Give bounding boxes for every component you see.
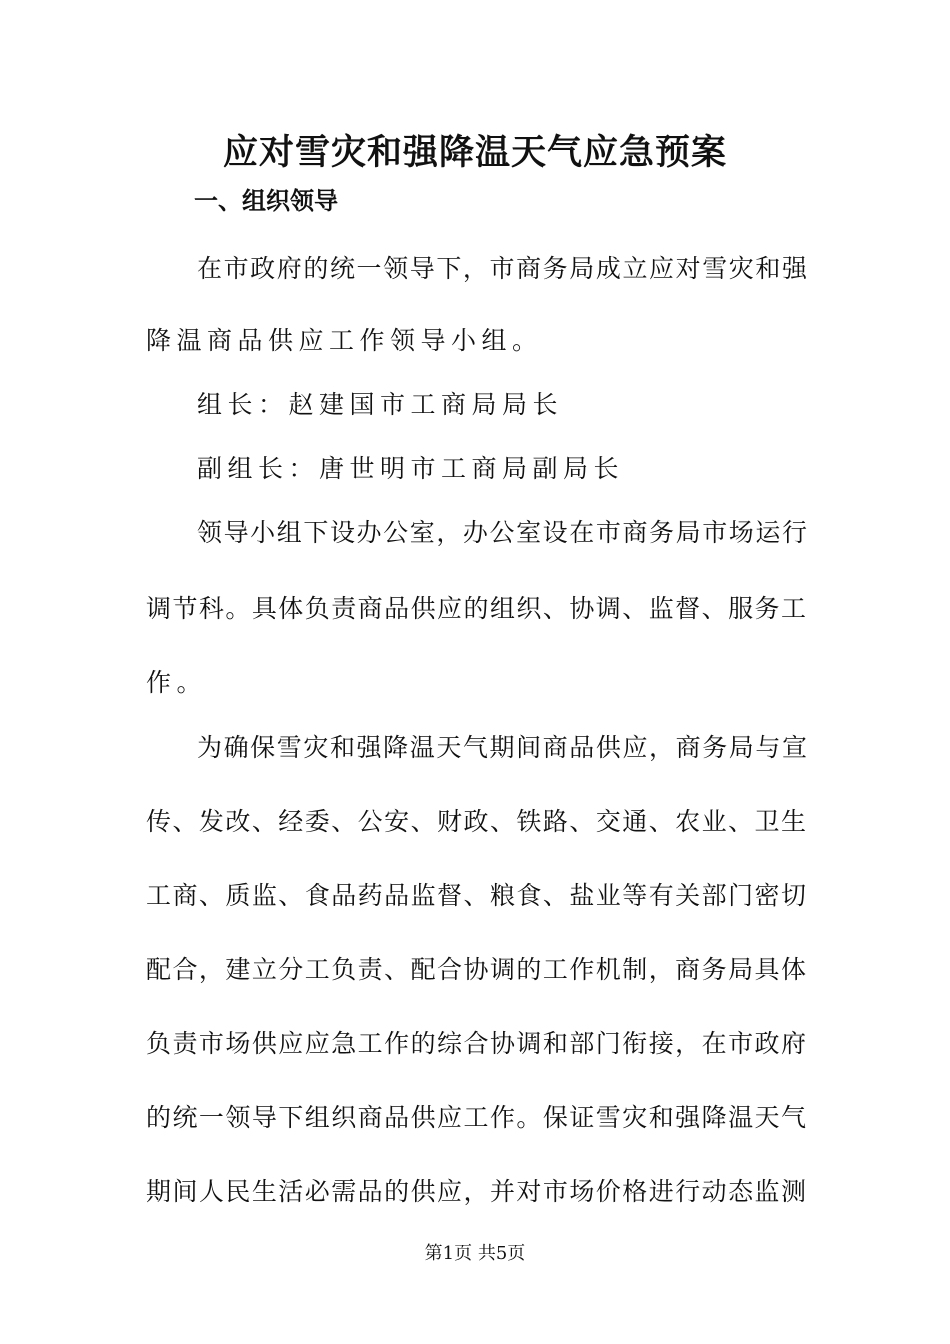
document-title: 应对雪灾和强降温天气应急预案 xyxy=(222,132,727,173)
paragraph-line: 期间人民生活必需品的供应，并对市场价格进行动态监测 xyxy=(146,1177,806,1206)
paragraph-line: 配合，建立分工负责、配合协调的工作机制，商务局具体 xyxy=(146,955,806,984)
paragraph-line: 为确保雪灾和强降温天气期间商品供应，商务局与宣 xyxy=(197,733,807,762)
paragraph-line: 负责市场供应应急工作的综合协调和部门衔接，在市政府 xyxy=(146,1029,806,1058)
paragraph-line: 领导小组下设办公室，办公室设在市商务局市场运行 xyxy=(197,518,807,547)
paragraph-line: 的统一领导下组织商品供应工作。保证雪灾和强降温天气 xyxy=(146,1103,806,1132)
paragraph-line: 降温商品供应工作领导小组。 xyxy=(146,326,543,355)
paragraph-line: 作。 xyxy=(146,668,208,697)
paragraph-line: 调节科。具体负责商品供应的组织、协调、监督、服务工 xyxy=(146,594,806,623)
paragraph-line: 组长：赵建国市工商局局长 xyxy=(197,390,564,419)
page-number: 第1页 共5页 xyxy=(424,1243,526,1264)
paragraph-line: 副组长：唐世明市工商局副局长 xyxy=(197,454,625,483)
paragraph-line: 在市政府的统一领导下，市商务局成立应对雪灾和强 xyxy=(197,254,807,283)
paragraph-line: 工商、质监、食品药品监督、粮食、盐业等有关部门密切 xyxy=(146,881,806,910)
section-heading: 一、组织领导 xyxy=(194,187,338,215)
paragraph-line: 传、发改、经委、公安、财政、铁路、交通、农业、卫生 xyxy=(146,807,806,836)
